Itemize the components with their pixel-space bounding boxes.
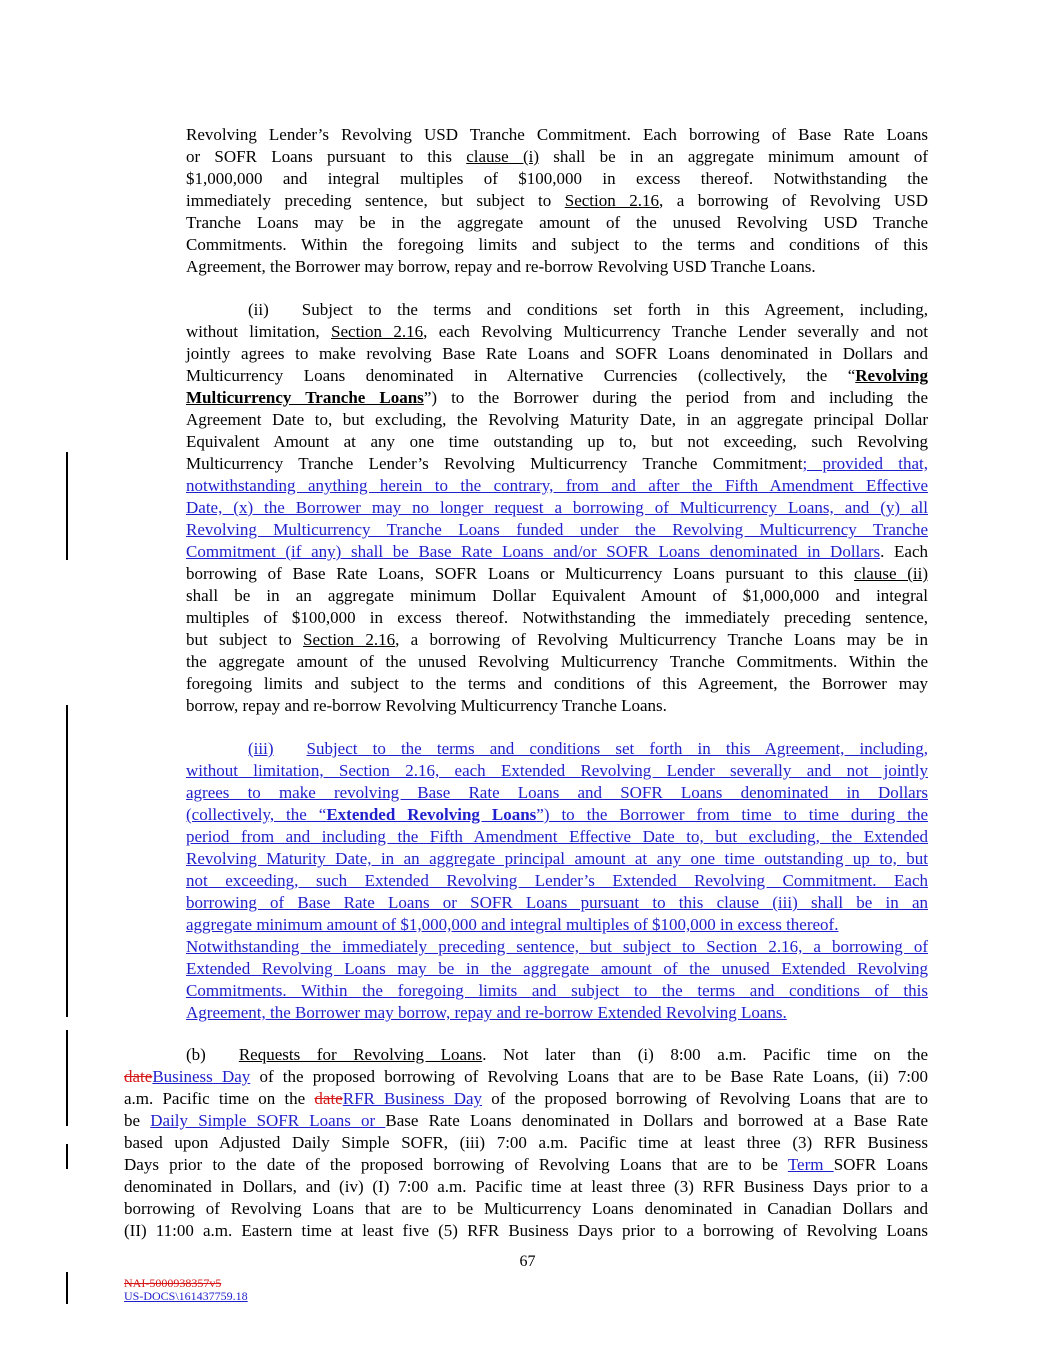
inserted-text: Business Day [152, 1067, 251, 1086]
cross-reference: Section 2.16 [331, 322, 424, 341]
cross-reference: Section 2.16 [564, 191, 659, 210]
inserted-text-line: (collectively, the “Extended Revolving Loans”) to the Borrower from time to time during the [186, 805, 928, 824]
deleted-document-id: NAI-5000938357v5 [124, 1276, 222, 1290]
text-line: a.m. Pacific time on the dateRFR Business Day of the proposed borrowing of Revolving Loans that are to [124, 1089, 929, 1108]
defined-term: Revolving [855, 366, 928, 385]
inserted-text: Commitment (if any) shall be Base Rate Loans and/or SOFR Loans denominated in Dollars [186, 542, 881, 561]
text-line: based upon Adjusted Daily Simple SOFR, (iii) 7:00 a.m. Pacific time at least three (3) RFR Business [124, 1133, 928, 1152]
text-line: denominated in Dollars, and (iv) (I) 7:00 a.m. Pacific time at least three (3) RFR Business Days prior to a [124, 1177, 928, 1196]
inserted-text-line: borrowing of Base Rate Loans or SOFR Loans pursuant to this clause (iii) shall be in an [186, 893, 928, 912]
cross-reference: Section 2.16 [303, 630, 396, 649]
change-bar [66, 1030, 68, 1126]
inserted-text: Term [787, 1155, 834, 1174]
section-heading: Requests for Revolving Loans [238, 1045, 483, 1064]
inserted-document-id: US-DOCS\161437759.18 [124, 1289, 248, 1303]
text-line: borrowing of Base Rate Loans, SOFR Loans or Multicurrency Loans pursuant to this clause (ii) [186, 564, 929, 583]
text-line: Multicurrency Loans denominated in Alternative Currencies (collectively, the “Revolving [186, 366, 928, 385]
change-bar [66, 1272, 68, 1304]
inserted-text-line: period from and including the Fifth Amendment Effective Date to, but excluding, the Extended [186, 827, 928, 846]
change-bar [66, 705, 68, 1017]
text-line: immediately preceding sentence, but subject to Section 2.16, a borrowing of Revolving USD [186, 191, 928, 210]
cross-reference: clause (i) [466, 147, 540, 166]
inserted-text-line: Revolving Maturity Date, in an aggregate principal amount at any one time outstanding up to, but [186, 849, 928, 868]
inserted-text: RFR Business Day [342, 1089, 483, 1108]
text-line: but subject to Section 2.16, a borrowing of Revolving Multicurrency Tranche Loans may be in [186, 630, 928, 649]
text-line: Revolving Lender’s Revolving USD Tranche Commitment. Each borrowing of Base Rate Loans [186, 125, 928, 144]
text-line: borrow, repay and re-borrow Revolving Multicurrency Tranche Loans. [186, 696, 667, 715]
inserted-text-line: Extended Revolving Loans may be in the aggregate amount of the unused Extended Revolving [186, 959, 928, 978]
change-bar [66, 1144, 68, 1169]
inserted-text-line: notwithstanding anything herein to the contrary, from and after the Fifth Amendment Effective [186, 476, 928, 495]
deleted-text: date [124, 1067, 153, 1086]
text-line: Commitments. Within the foregoing limits and subject to the terms and conditions of this [186, 235, 928, 254]
cross-reference: clause (ii) [854, 564, 929, 583]
text-line: Agreement Date to, but excluding, the Revolving Maturity Date, in an aggregate principal Dollar [186, 410, 928, 429]
inserted-text: Daily Simple SOFR Loans or [150, 1111, 386, 1130]
text-line: foregoing limits and subject to the terms and conditions of this Agreement, the Borrower may [186, 674, 928, 693]
text-line: without limitation, Section 2.16, each Revolving Multicurrency Tranche Lender severally and not [186, 322, 928, 341]
inserted-text-line: Date, (x) the Borrower may no longer request a borrowing of Multicurrency Loans, and (y) all [186, 498, 928, 517]
page-number: 67 [519, 1253, 536, 1270]
inserted-text-line: Revolving Multicurrency Tranche Loans funded under the Revolving Multicurrency Tranche [186, 520, 928, 539]
clause-number: (iii) [248, 739, 274, 758]
text-line: borrowing of Revolving Loans that are to be Multicurrency Loans denominated in Canadian Dollars and [124, 1199, 928, 1218]
text-line: Equivalent Amount at any one time outstanding up to, but not exceeding, such Revolving [186, 432, 928, 451]
text-line: jointly agrees to make revolving Base Rate Loans and SOFR Loans denominated in Dollars and [186, 344, 928, 363]
text-line: Tranche Loans may be in the aggregate amount of the unused Revolving USD Tranche [186, 213, 928, 232]
text-line: $1,000,000 and integral multiples of $100,000 in excess thereof. Notwithstanding the [186, 169, 928, 188]
text-line: shall be in an aggregate minimum Dollar Equivalent Amount of $1,000,000 and integral [186, 586, 928, 605]
text-line: be Daily Simple SOFR Loans or Base Rate Loans denominated in Dollars and borrowed at a Base Rate [124, 1111, 929, 1130]
text-line: Days prior to the date of the proposed borrowing of Revolving Loans that are to be Term SOFR Loans [124, 1155, 928, 1174]
text-line: dateBusiness Day of the proposed borrowing of Revolving Loans that are to be Base Rate Loans, (ii) 7:00 [124, 1067, 929, 1086]
clause-iii-first-line: (iii) Subject to the terms and conditions set forth in this Agreement, including, [248, 739, 928, 758]
inserted-text: ; provided that, [802, 454, 928, 473]
change-bar [66, 452, 68, 560]
text-line: the aggregate amount of the unused Revolving Multicurrency Tranche Commitments. Within the [186, 652, 928, 671]
text-line: Agreement, the Borrower may borrow, repay and re-borrow Revolving USD Tranche Loans. [186, 257, 816, 276]
text-line: Multicurrency Tranche Loans”) to the Borrower during the period from and including the [186, 388, 929, 407]
clause-number: (b) [186, 1045, 206, 1064]
defined-term: Extended Revolving Loans [326, 805, 537, 824]
defined-term: Multicurrency Tranche Loans [186, 388, 424, 407]
inserted-text-line: Agreement, the Borrower may borrow, repay and re-borrow Extended Revolving Loans. [186, 1003, 787, 1022]
text-line: Commitment (if any) shall be Base Rate Loans and/or SOFR Loans denominated in Dollars. Each [186, 542, 928, 561]
text-line: (II) 11:00 a.m. Eastern time at least five (5) RFR Business Days prior to a borrowing of Revolving Loans [124, 1221, 928, 1240]
text-line: multiples of $100,000 in excess thereof. Notwithstanding the immediately preceding sentence, [186, 608, 928, 627]
clause-ii-first-line: (ii) Subject to the terms and conditions set forth in this Agreement, including, [248, 300, 928, 319]
clause-number: (ii) [248, 300, 269, 319]
clause-b-first-line: (b) Requests for Revolving Loans. Not later than (i) 8:00 a.m. Pacific time on the [186, 1045, 929, 1064]
text-line: Multicurrency Tranche Lender’s Revolving Multicurrency Tranche Commitment; provided that, [186, 454, 928, 473]
inserted-text-line: not exceeding, such Extended Revolving Lender’s Extended Revolving Commitment. Each [186, 871, 928, 890]
inserted-text-line: aggregate minimum amount of $1,000,000 and integral multiples of $100,000 in excess thereof. [186, 915, 839, 934]
deleted-text: date [314, 1089, 343, 1108]
inserted-text-line: without limitation, Section 2.16, each Extended Revolving Lender severally and not jointly [186, 761, 928, 780]
inserted-text-line: Commitments. Within the foregoing limits and subject to the terms and conditions of this [186, 981, 928, 1000]
inserted-text-line: Notwithstanding the immediately preceding sentence, but subject to Section 2.16, a borrowing of [186, 937, 928, 956]
inserted-text-line: agrees to make revolving Base Rate Loans and SOFR Loans denominated in Dollars [186, 783, 928, 802]
text-line: or SOFR Loans pursuant to this clause (i) shall be in an aggregate minimum amount of [186, 147, 928, 166]
